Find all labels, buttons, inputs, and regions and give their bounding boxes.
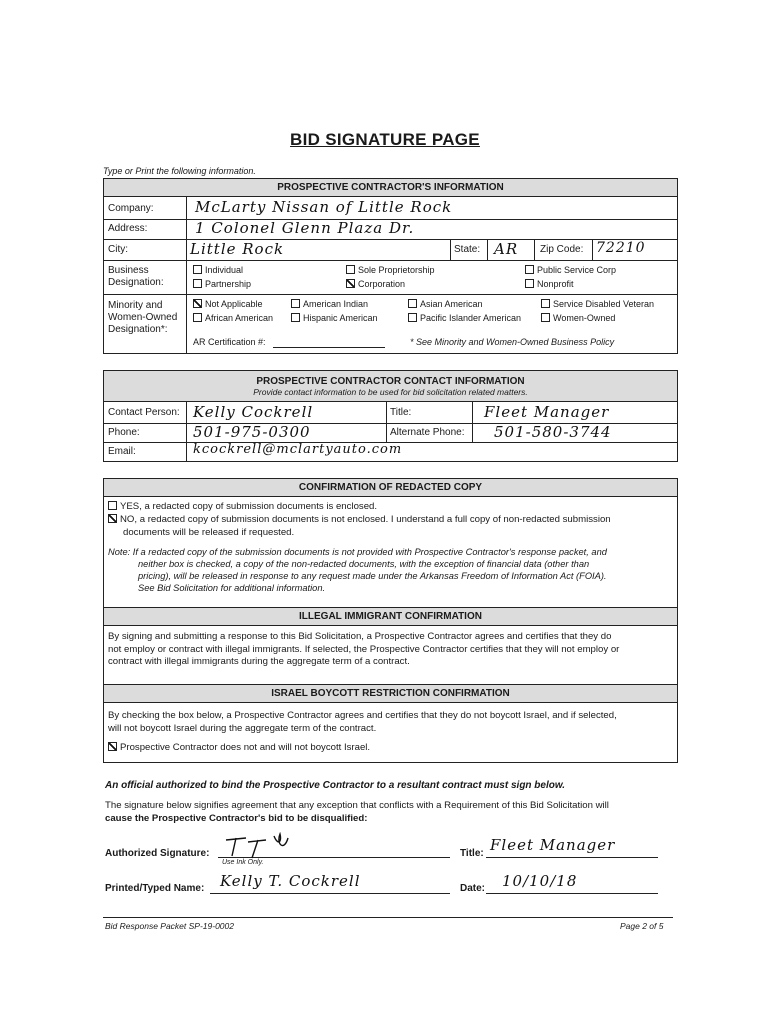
city-label: City: [108, 244, 128, 255]
checkbox-icon[interactable] [346, 265, 355, 274]
redacted-note: Note: If a redacted copy of the submission documents is not provided with Prospective Contractor's response packet, and neither box is checked, a copy of the non-redacted documents, with the exception of financial data (other than pricing), will be released in response to any request made under the Arkansas Freedom of Information Act (FOIA). See Bid Solicitation for additional information. [108, 547, 607, 593]
minority-option-hispanic-american[interactable]: Hispanic American [291, 313, 378, 323]
state-field[interactable]: AR [494, 240, 519, 258]
address-field[interactable]: 1 Colonel Glenn Plaza Dr. [195, 219, 415, 237]
checkbox-icon[interactable] [541, 313, 550, 322]
checked-checkbox-icon[interactable] [193, 299, 202, 308]
contact-info-header: PROSPECTIVE CONTRACTOR CONTACT INFORMATION [256, 376, 525, 387]
signature-title-field[interactable]: Fleet Manager [490, 836, 616, 854]
checked-checkbox-icon[interactable] [346, 279, 355, 288]
alt-phone-field[interactable]: 501-580-3744 [494, 423, 612, 441]
business-option-partnership[interactable]: Partnership [193, 279, 251, 289]
business-option-public-service-corp[interactable]: Public Service Corp [525, 265, 616, 275]
email-field[interactable]: kcockrell@mclartyauto.com [193, 442, 403, 457]
business-label: Business Designation: [108, 265, 164, 288]
redacted-yes-option[interactable]: YES, a redacted copy of submission documents is enclosed. [108, 501, 377, 514]
israel-checkbox-option[interactable]: Prospective Contractor does not and will not boycott Israel. [108, 742, 370, 755]
city-field[interactable]: Little Rock [190, 240, 285, 258]
business-option-sole-proprietorship[interactable]: Sole Proprietorship [346, 265, 435, 275]
contact-info-subheader: Provide contact information to be used for bid solicitation related matters. [253, 387, 528, 397]
state-label: State: [454, 244, 481, 255]
business-option-corporation[interactable]: Corporation [346, 279, 405, 289]
checkbox-icon[interactable] [291, 299, 300, 308]
contact-title-label: Title: [390, 407, 412, 418]
checked-checkbox-icon[interactable] [108, 514, 117, 523]
business-option-nonprofit[interactable]: Nonprofit [525, 279, 574, 289]
checkbox-icon[interactable] [408, 313, 417, 322]
footer-page-number: Page 2 of 5 [620, 921, 664, 931]
zip-field[interactable]: 72210 [596, 240, 646, 256]
authorized-signature-label: Authorized Signature: [105, 848, 210, 859]
minority-option-women-owned[interactable]: Women-Owned [541, 313, 615, 323]
minority-option-service-disabled-veteran[interactable]: Service Disabled Veteran [541, 299, 654, 309]
signature-title-label: Title: [460, 848, 484, 859]
business-option-individual[interactable]: Individual [193, 265, 243, 275]
email-label: Email: [108, 446, 136, 457]
zip-label: Zip Code: [540, 244, 584, 255]
minority-option-not-applicable[interactable]: Not Applicable [193, 299, 263, 309]
agreement-text: The signature below signifies agreement that any exception that conflicts with a Requirement of this Bid Solicitation will cause the Prospective Contractor's bid to be disqualified: [105, 800, 609, 824]
minority-option-american-indian[interactable]: American Indian [291, 299, 368, 309]
checked-checkbox-icon[interactable] [108, 742, 117, 751]
contact-info-header-area [104, 371, 677, 402]
contractor-info-header: PROSPECTIVE CONTRACTOR'S INFORMATION [104, 179, 677, 197]
date-label: Date: [460, 883, 486, 894]
minority-option-african-american[interactable]: African American [193, 313, 273, 323]
official-note: An official authorized to bind the Prospective Contractor to a resultant contract must sign below. [105, 780, 566, 791]
immigrant-text: By signing and submitting a response to this Bid Solicitation, a Prospective Contractor agrees and certifies that they do not employ or contract with illegal immigrants. If selected, the Prospective Contractor certifies that they will not employ or contract with illegal immigrants during the aggregate term of a contract. [108, 631, 620, 667]
checkbox-icon[interactable] [108, 501, 117, 510]
checkbox-icon[interactable] [525, 279, 534, 288]
contact-person-field[interactable]: Kelly Cockrell [193, 403, 314, 421]
checkbox-icon[interactable] [193, 279, 202, 288]
israel-header: ISRAEL BOYCOTT RESTRICTION CONFIRMATION [104, 685, 677, 703]
immigrant-header: ILLEGAL IMMIGRANT CONFIRMATION [104, 608, 677, 626]
printed-name-label: Printed/Typed Name: [105, 883, 205, 894]
ar-cert-label: AR Certification #: [193, 337, 266, 347]
instruction-text: Type or Print the following information. [103, 166, 256, 176]
company-field[interactable]: McLarty Nissan of Little Rock [195, 198, 453, 216]
checkbox-icon[interactable] [193, 313, 202, 322]
minority-option-asian-american[interactable]: Asian American [408, 299, 483, 309]
use-ink-note: Use Ink Only. [222, 859, 264, 866]
phone-label: Phone: [108, 427, 140, 438]
checkbox-icon[interactable] [408, 299, 417, 308]
policy-note: * See Minority and Women-Owned Business Policy [410, 337, 615, 347]
company-label: Company: [108, 203, 154, 214]
checkbox-icon[interactable] [525, 265, 534, 274]
page-title: BID SIGNATURE PAGE [290, 130, 480, 149]
minority-label: Minority and Women-Owned Designation*: [108, 300, 178, 335]
footer-left: Bid Response Packet SP-19-0002 [105, 921, 234, 931]
redacted-no-option[interactable]: NO, a redacted copy of submission documents is not enclosed. I understand a full copy of non-redacted submission [108, 514, 611, 527]
redacted-header: CONFIRMATION OF REDACTED COPY [104, 479, 677, 497]
checkbox-icon[interactable] [291, 313, 300, 322]
checkbox-icon[interactable] [541, 299, 550, 308]
alt-phone-label: Alternate Phone: [390, 427, 465, 438]
ar-cert-field[interactable] [273, 347, 385, 348]
redacted-no-continued: documents will be released if requested. [123, 527, 295, 538]
signature-scribble [222, 832, 302, 860]
address-label: Address: [108, 223, 148, 234]
checkbox-icon[interactable] [193, 265, 202, 274]
israel-text: By checking the box below, a Prospective Contractor agrees and certifies that they do not boycott Israel, and if selected, will not boycott Israel during the aggregate term of the contract. [108, 710, 617, 734]
minority-option-pacific-islander[interactable]: Pacific Islander American [408, 313, 521, 323]
contact-person-label: Contact Person: [108, 407, 180, 418]
contact-title-field[interactable]: Fleet Manager [484, 403, 610, 421]
phone-field[interactable]: 501-975-0300 [193, 423, 311, 441]
date-field[interactable]: 10/10/18 [502, 872, 578, 890]
printed-name-field[interactable]: Kelly T. Cockrell [220, 872, 361, 890]
